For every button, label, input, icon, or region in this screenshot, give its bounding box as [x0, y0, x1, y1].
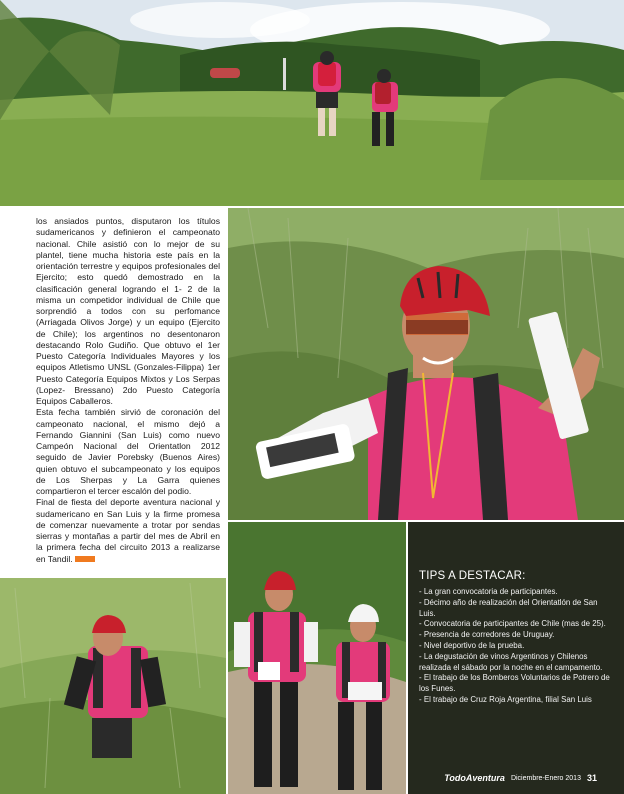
issue-date: Diciembre-Enero 2013 [510, 774, 581, 782]
tips-title: TIPS A DESTACAR: [419, 570, 526, 582]
page-number: 31 [586, 773, 597, 783]
magazine-brand: TodoAventura [444, 773, 505, 783]
end-of-article-mark [75, 556, 95, 562]
tip-item: - El trabajo de los Bomberos Voluntarios de Potrero de los Funes. [419, 673, 610, 694]
tip-item: - La degustación de vinos Argentinos y Chilenos realizada el sábado por la noche en el campamento. [419, 651, 603, 672]
runners-walking-field-photo [0, 0, 624, 206]
tip-item: - La gran convocatoria de participantes. [419, 587, 558, 596]
tip-item: - Nivel deportivo de la prueba. [419, 640, 525, 650]
two-runners-with-maps-photo [228, 522, 406, 794]
tip-item: - Presencia de corredores de Uruguay. [419, 630, 555, 640]
tips-list [419, 587, 616, 706]
tip-item: - El trabajo de Cruz Roja Argentina, filial San Luis [419, 694, 592, 704]
article-paragraph: los ansiados puntos, disputaron los títulos sudamericanos y definieron el campeonato nacional. Chile asistió con lo mejor de su plantel, tiene mucha historia este país en la orientación terrestre y equipos profesionales del Ejercito; esto quedó demostrado en la clasificación general logrando el 1- 2 de la misma un competidor individual de Chile que sorprendió a todos con su perfomance (Arriagada Olivos Jorge) y un equipo (Ejercito de Chile); los argentinos no desentonaron destacando Rolo Gudiño. Que obtuvo el 1er Puesto Categoría Individuales Mayores y los equipos Atletismo UNSL (Gonzales-Filippa) 1er Puesto Categoría Equipos Mixtos y Los Serpas (Lopez- Bressano) 2do Puesto Categoría Equipos Caballeros. [36, 216, 220, 406]
runner-in-grass-photo [0, 578, 226, 794]
tip-item: - Convocatoria de participantes de Chile (mas de 25). [419, 619, 606, 629]
article-text [36, 216, 220, 574]
smiling-runner-holding-map-photo [228, 208, 624, 520]
page-footer [408, 762, 624, 794]
tip-item: - Décimo año de realización del Orientatlón de San Luis. [419, 597, 598, 618]
article-paragraph-text: Final de fiesta del deporte aventura nacional y sudamericano en San Luis y la firme promesa de comenzar nuevamente a trotar por sendas sierras y montañas a partir del mes de Abril en la primera fecha del circuito 2013 a realizarse en Tandil. [36, 497, 220, 564]
article-paragraph: Esta fecha también sirvió de coronación del campeonato nacional, el mismo dejó a Fernando Giannini (San Luis) como nuevo Campeón Nacional del Orientatlon 2012 seguido de Javier Porebsky (Buenos Aires) quien obtuvo el subcampeonato y los equipos de Los Sherpas y La Garra quienes compartieron el tercer escalón del podio. [36, 407, 220, 496]
tips-box [408, 522, 624, 762]
article-paragraph [36, 497, 220, 565]
